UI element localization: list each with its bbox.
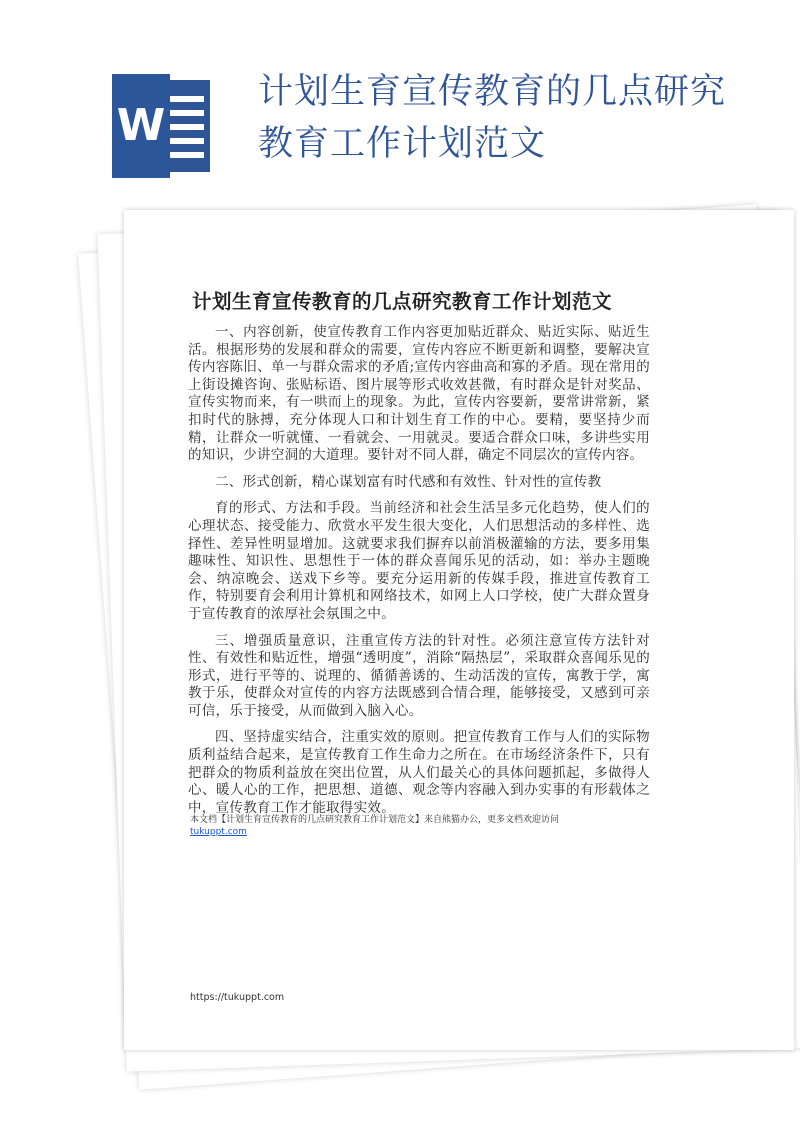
source-link[interactable]: tukuppt.com	[190, 827, 247, 837]
paragraph-1: 一、内容创新，使宣传教育工作内容更加贴近群众、贴近实际、贴近生活。根据形势的发展和群众的需要，宣传内容应不断更新和调整，要解决宣传内容陈旧、单一与群众需求的矛盾;宣传内容曲高和寡的矛盾。现在常用的上街设摊咨询、张贴标语、图片展等形式收效甚微，有时群众是针对奖品、宣传实物而来，有一哄而上的现象。为此，宣传内容要新，要常讲常新，紧扣时代的脉搏，充分体现人口和计划生育工作的中心。要精，要坚持少而精，让群众一听就懂、一看就会、一用就灵。要适合群众口味，多讲些实用的知识，少讲空洞的大道理。要针对不同人群，确定不同层次的宣传内容。	[188, 324, 650, 464]
paragraph-3: 三、增强质量意识，注重宣传方法的针对性。必须注意宣传方法针对性、有效性和贴近性，增强“透明度”，消除“隔热层”，采取群众喜闻乐见的形式，进行平等的、说理的、循循善诱的、生动活泼的宣传，寓教于学，寓教于乐，使群众对宣传的内容方法既感到合情合理，能够接受，又感到可亲可信，乐于接受，从而做到入脑入心。	[188, 632, 650, 719]
page-title-line-2: 教育工作计划范文	[258, 124, 547, 164]
source-note	[190, 814, 670, 838]
paragraph-2-body: 育的形式、方法和手段。当前经济和社会生活呈多元化趋势，使人们的心理状态、接受能力、欣赏水平发生很大变化，人们思想活动的多样性、选择性、差异性明显增加。这就要求我们摒弃以前消极灌输的方法，要多用集趣味性、知识性、思想性于一体的群众喜闻乐见的活动，如：举办主题晚会、纳凉晚会、送戏下乡等。要充分运用新的传媒手段，推进宣传教育工作，特别要育会利用计算机和网络技术，如网上人口学校，使广大群众置身于宣传教育的浓厚社会氛围之中。	[188, 500, 650, 622]
header-banner	[0, 0, 800, 200]
document-title: 计划生育宣传教育的几点研究教育工作计划范文	[192, 290, 613, 313]
paragraph-4: 四、坚持虚实结合，注重实效的原则。把宣传教育工作与人们的实际物质利益结合起来，是宣传教育工作生命力之所在。在市场经济条件下，只有把群众的物质利益放在突出位置，从人们最关心的具体问题抓起，多做得人心、暖人心的工作，把思想、道德、观念等内容融入到办实事的有形载体之中，宣传教育工作才能取得实效。	[188, 729, 650, 816]
word-document-icon	[112, 74, 212, 178]
source-note-text: 本文档【计划生育宣传教育的几点研究教育工作计划范文】来自熊猫办公，更多文档欢迎访问	[190, 815, 560, 825]
page-title	[258, 66, 778, 170]
page-footer-url: https://tukuppt.com	[190, 992, 285, 1003]
page-title-line-1: 计划生育宣传教育的几点研究	[258, 72, 727, 112]
document-page	[124, 210, 794, 1050]
document-body	[188, 324, 650, 826]
paragraph-2-heading: 二、形式创新，精心谋划富有时代感和有效性、针对性的宣传教	[215, 473, 602, 490]
word-icon-letter: W	[116, 100, 166, 151]
